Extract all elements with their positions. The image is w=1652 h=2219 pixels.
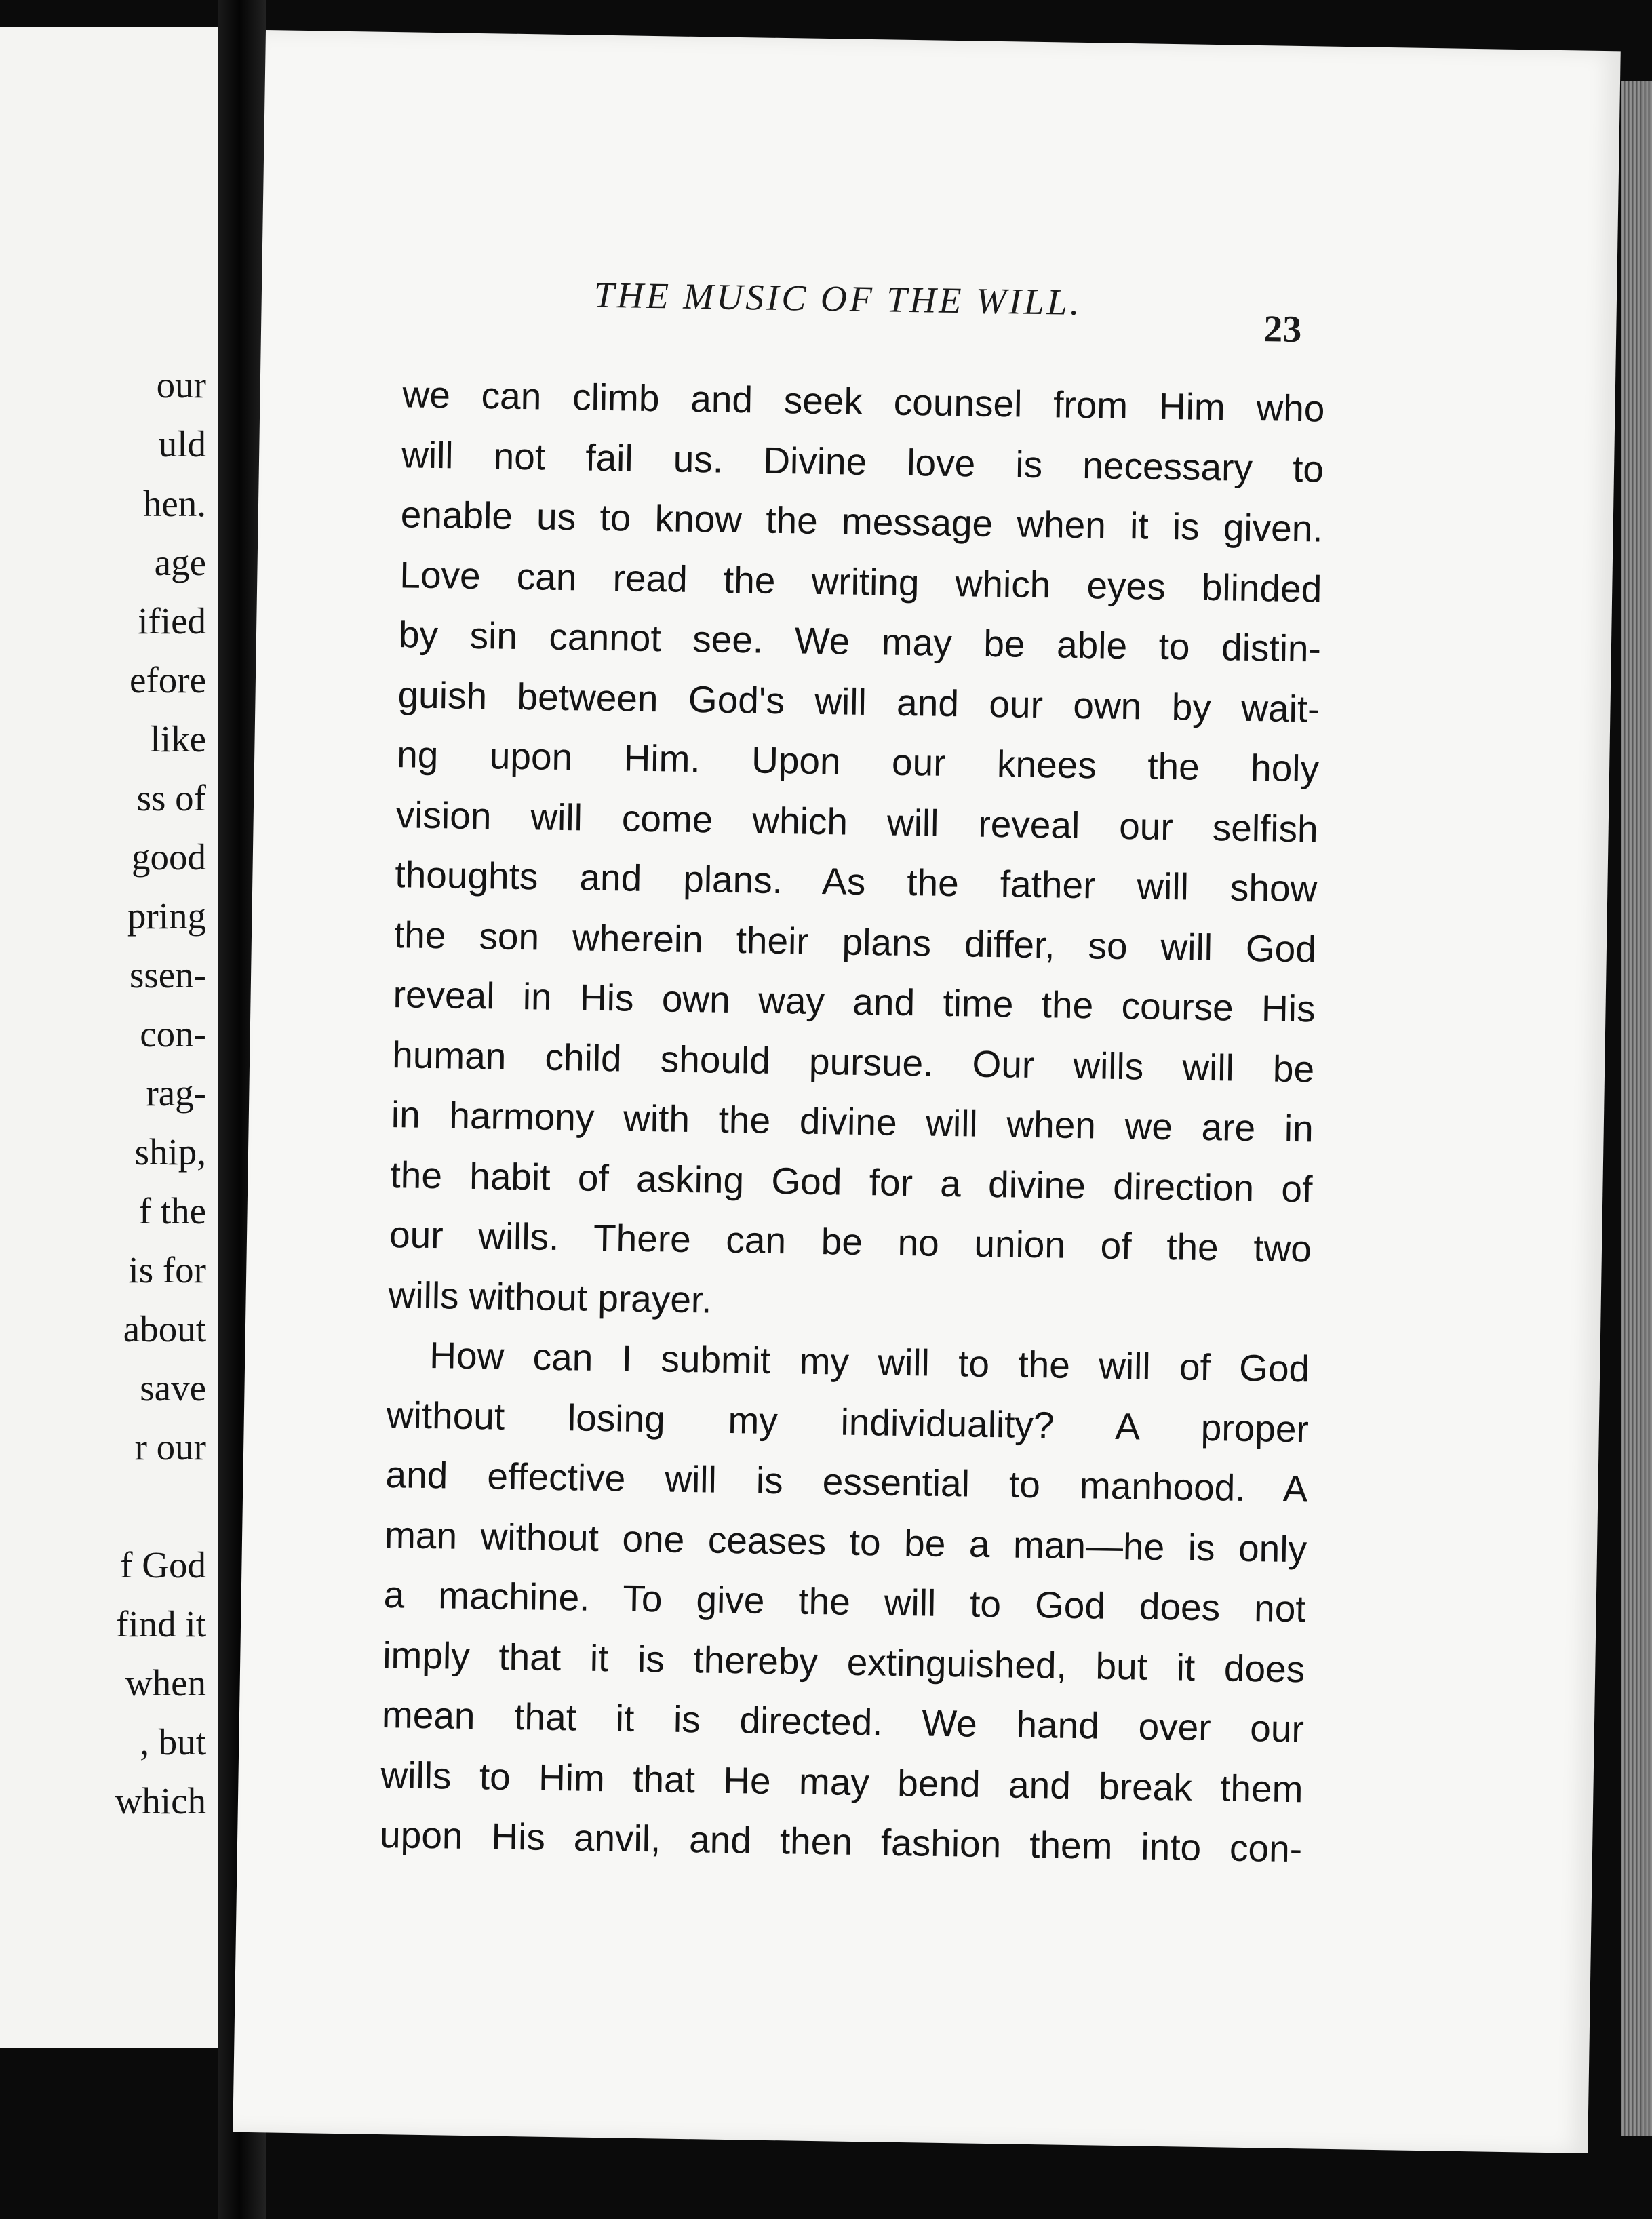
left-page-line: ssen-	[129, 954, 206, 996]
body-line: a machine. To give the will to God does not	[383, 1573, 1307, 1630]
body-line: wills to Him that He may bend and break them	[380, 1753, 1303, 1810]
body-line: wills without prayer.	[388, 1273, 713, 1321]
body-line: without losing my individuality? A proper	[386, 1393, 1310, 1450]
left-page-line: age	[154, 542, 206, 583]
body-line: ng upon Him. Upon our knees the holy	[396, 733, 1320, 790]
running-head: THE MUSIC OF THE WILL.	[593, 274, 1082, 323]
left-page-line: ss of	[136, 777, 206, 819]
body-line: upon His anvil, and then fashion them into con-	[379, 1813, 1303, 1870]
body-line: thoughts and plans. As the father will show	[394, 853, 1318, 910]
body-line: our wills. There can be no union of the two	[389, 1213, 1312, 1270]
left-page-line: save	[140, 1367, 206, 1409]
body-line: How can I submit my will to the will of God	[429, 1334, 1310, 1390]
page-edge-stack	[1621, 81, 1652, 2136]
left-page-line: hen.	[142, 483, 206, 524]
body-line: the son wherein their plans differ, so will God	[393, 913, 1317, 970]
left-page-line: our	[156, 364, 206, 406]
body-line: human child should pursue. Our wills will be	[391, 1033, 1315, 1090]
body-line: man without one ceases to be a man—he is only	[384, 1513, 1307, 1570]
left-page-line: like	[150, 718, 206, 760]
left-page-line: about	[123, 1308, 206, 1350]
left-page-line: f the	[138, 1190, 206, 1232]
body-line: enable us to know the message when it is given.	[400, 493, 1324, 550]
body-line: we can climb and seek counsel from Him who	[402, 373, 1325, 430]
body-line: mean that it is directed. We hand over our	[381, 1693, 1305, 1750]
left-page-line: ship,	[134, 1131, 206, 1173]
left-page-line: when	[125, 1662, 206, 1704]
body-line: guish between God's will and our own by wait-	[397, 673, 1320, 730]
body-line: the habit of asking God for a divine direction of	[390, 1153, 1313, 1210]
left-page-line: is for	[128, 1249, 206, 1291]
left-page-line: , but	[140, 1721, 206, 1763]
left-page-line: rag-	[146, 1072, 206, 1114]
left-page-line: f God	[120, 1544, 206, 1586]
body-line: by sin cannot see. We may be able to distin-	[398, 613, 1322, 670]
left-page-line: efore	[130, 659, 206, 701]
body-line: Love can read the writing which eyes blinded	[399, 553, 1322, 610]
left-page-line: find it	[116, 1603, 206, 1645]
page-number: 23	[1263, 308, 1302, 351]
book-page	[233, 30, 1620, 2153]
previous-page-fragment	[0, 27, 218, 2048]
body-line: in harmony with the divine will when we are in	[391, 1093, 1314, 1150]
body-line: vision will come which will reveal our selfish	[395, 793, 1319, 850]
left-page-line: r our	[134, 1426, 206, 1468]
left-page-line: uld	[158, 423, 206, 465]
left-page-line: ified	[138, 600, 206, 642]
body-line: and effective will is essential to manhood. A	[385, 1453, 1308, 1510]
body-line: imply that it is thereby extinguished, but it does	[382, 1633, 1305, 1690]
left-page-line: pring	[127, 895, 206, 937]
body-line: reveal in His own way and time the course His	[393, 973, 1316, 1030]
body-text	[380, 364, 1326, 1879]
body-line: will not fail us. Divine love is necessary to	[401, 433, 1324, 490]
left-page-line: con-	[140, 1013, 206, 1055]
left-page-line: which	[115, 1780, 206, 1822]
left-page-line: good	[132, 836, 206, 878]
